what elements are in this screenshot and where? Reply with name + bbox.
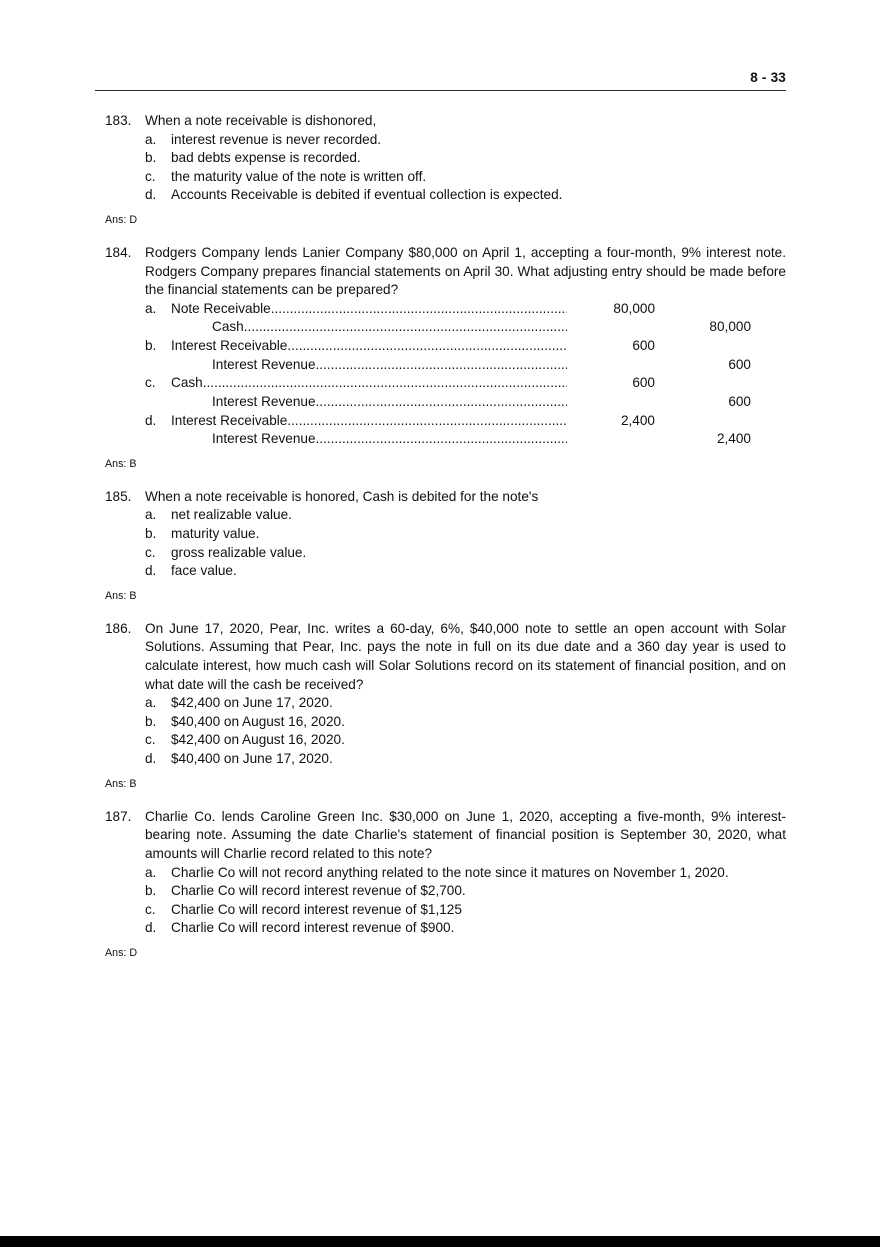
question-number: 185. [105,488,132,504]
option-text: maturity value. [171,525,260,541]
question-block [95,808,786,959]
debit-amount: 600 [632,338,655,354]
option-row [145,168,786,187]
option-row [145,149,786,168]
question-number: 184. [105,245,132,261]
debit-amount [567,393,655,412]
dotted-leader [316,393,567,412]
journal-account: Cash [171,375,203,391]
debit-amount: 600 [632,375,655,391]
question-stem: Charlie Co. lends Caroline Green Inc. $30,000 on June 1, 2020, accepting a five-month, 9% interest-bearing note. Assuming the date Charlie's statement of financial position is September 30, 2020, what amounts will Charlie record related to this note? [145,808,786,861]
option-letter: c. [145,168,156,184]
journal-account: Note Receivable [171,300,271,316]
option-text: $40,400 on August 16, 2020. [171,713,345,729]
dotted-leader [244,318,567,337]
option-row [145,864,786,883]
option-row [145,131,786,150]
option-row [145,694,786,713]
questions [95,91,786,959]
question-block [95,620,786,790]
credit-amount [655,300,751,319]
option-letter: b. [145,525,157,541]
question-body [145,620,786,769]
answer-label: Ans: B [105,457,137,470]
dotted-leader [203,374,567,393]
journal-row [145,337,786,356]
journal-account: Cash [212,319,244,335]
journal-row [145,393,786,412]
option-letter: c. [145,544,156,560]
option-row [145,506,786,525]
option-letter: d. [145,920,157,936]
answer-label: Ans: B [105,777,137,790]
dotted-leader [287,337,567,356]
option-letter: c. [145,375,156,391]
question-body [145,112,786,205]
option-row [145,525,786,544]
debit-amount [567,356,655,375]
option-row [145,901,786,920]
option-text: gross realizable value. [171,544,307,560]
option-row [145,882,786,901]
journal-row [145,374,786,393]
option-row [145,713,786,732]
question-number: 187. [105,808,132,824]
question-row [95,620,786,769]
option-text: Accounts Receivable is debited if eventual collection is expected. [171,187,563,203]
journal-row [145,318,786,337]
option-letter [145,393,171,412]
option-letter: c. [145,732,156,748]
option-row [145,750,786,769]
credit-amount [655,374,751,393]
question-body [145,244,786,449]
option-row [145,186,786,205]
journal-account: Interest Receivable [171,412,288,428]
option-text: $42,400 on June 17, 2020. [171,695,333,711]
debit-amount: 2,400 [620,412,655,428]
option-letter [145,318,171,337]
option-letter: d. [145,751,157,767]
page-number: 8 - 33 [750,70,786,85]
dotted-leader [316,430,567,449]
option-text: the maturity value of the note is written off. [171,168,427,184]
option-row [145,544,786,563]
option-letter: b. [145,713,157,729]
dotted-leader [316,356,567,375]
question-row [95,112,786,205]
credit-amount: 600 [728,356,751,372]
option-letter: b. [145,150,157,166]
option-letter [145,430,171,449]
question-row [95,244,786,449]
question-body [145,808,786,938]
option-letter: c. [145,901,156,917]
question-row [95,488,786,581]
dotted-leader [271,300,567,319]
question-stem: When a note receivable is honored, Cash is debited for the note's [145,488,539,504]
question-stem: When a note receivable is dishonored, [145,113,377,128]
option-row [145,562,786,581]
question-block [95,112,786,226]
journal-row [145,430,786,449]
option-text: interest revenue is never recorded. [171,131,382,147]
debit-amount [567,430,655,449]
credit-amount: 2,400 [716,431,751,447]
journal-account: Interest Revenue [212,393,316,409]
option-letter: a. [145,695,157,711]
option-letter: d. [145,187,157,203]
journal-account: Interest Revenue [212,356,316,372]
dotted-leader [287,412,567,431]
question-block [95,244,786,470]
debit-amount: 80,000 [613,300,655,316]
option-letter: a. [145,300,157,316]
question-number: 186. [105,620,132,636]
option-letter [145,356,171,375]
option-letter: d. [145,412,157,428]
option-text: $40,400 on June 17, 2020. [171,751,333,767]
option-letter: b. [145,338,157,354]
option-letter: a. [145,507,157,523]
option-letter: d. [145,563,157,579]
option-text: net realizable value. [171,507,292,523]
document-page [95,0,786,959]
bottom-bar [0,1236,880,1247]
answer-label: Ans: D [105,946,138,959]
journal-row [145,412,786,431]
option-row [145,731,786,750]
credit-amount [655,337,751,356]
journal-account: Interest Receivable [171,338,288,354]
option-letter: a. [145,864,157,880]
debit-amount [567,318,655,337]
option-text: Charlie Co will record interest revenue of $2,700. [171,883,466,899]
option-text: face value. [171,563,237,579]
credit-amount: 600 [728,393,751,409]
question-stem: On June 17, 2020, Pear, Inc. writes a 60-day, 6%, $40,000 note to settle an open account with Solar Solutions. Assuming that Pear, Inc. pays the note in full on its due date and a 360 day year is used to calculate interest, how much cash will Solar Solutions record on its statement of financial position, and on what date will the cash be received? [145,620,786,692]
journal-row [145,300,786,319]
option-text: Charlie Co will not record anything related to the note since it matures on November 1, 2020. [171,864,729,880]
question-block [95,488,786,602]
journal-account: Interest Revenue [212,431,316,447]
option-row [145,919,786,938]
option-text: bad debts expense is recorded. [171,150,361,166]
option-text: Charlie Co will record interest revenue of $900. [171,920,455,936]
question-stem: Rodgers Company lends Lanier Company $80,000 on April 1, accepting a four-month, 9% interest note. Rodgers Company prepares financial statements on April 30. What adjusting entry should be made before the financial statements can be prepared? [145,245,786,298]
option-text: Charlie Co will record interest revenue of $1,125 [171,901,462,917]
question-row [95,808,786,938]
option-letter: b. [145,883,157,899]
question-body [145,488,786,581]
credit-amount [655,412,751,431]
question-number: 183. [105,113,132,128]
credit-amount: 80,000 [709,319,751,335]
option-text: $42,400 on August 16, 2020. [171,732,345,748]
journal-row [145,356,786,375]
option-letter: a. [145,131,157,147]
answer-label: Ans: B [105,589,137,602]
answer-label: Ans: D [105,214,138,227]
